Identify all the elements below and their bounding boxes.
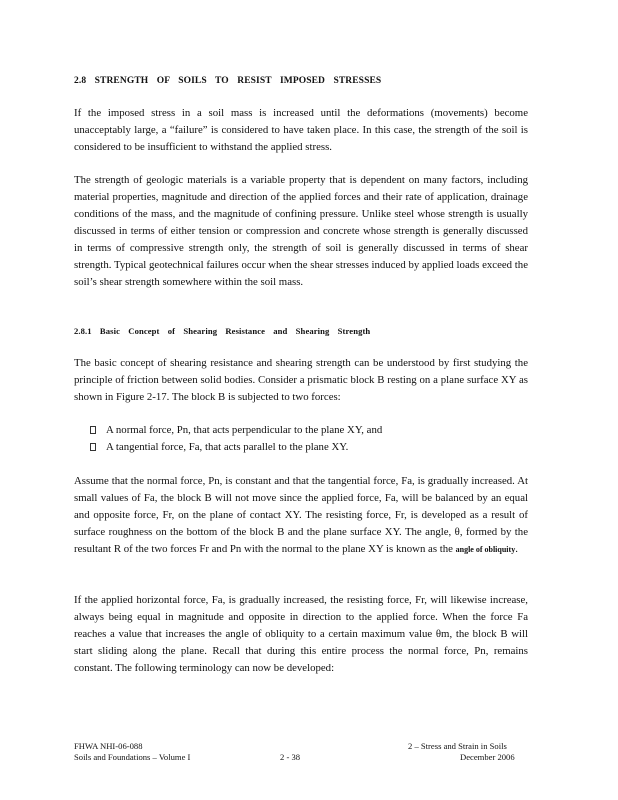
subsection-paragraph-2	[74, 473, 528, 558]
subsection-paragraph-1: The basic concept of shearing resistance and shearing strength can be understood by first studying the principle of friction between solid bodies. Consider a prismatic block B resting on a plane surface XY as shown in Figure 2-17. The block B is subjected to two forces:	[74, 357, 528, 403]
footer-volume-title: Soils and Foundations – Volume I	[74, 752, 191, 762]
list-item-text: A tangential force, Fa, that acts parallel to the plane XY.	[106, 441, 349, 453]
footer-left	[74, 741, 190, 763]
footer-report-number: FHWA NHI-06-088	[74, 741, 143, 751]
page-number: 2 - 38	[280, 752, 301, 762]
section-paragraph-2: The strength of geologic materials is a variable property that is dependent on many factors, including material properties, magnitude and direction of the applied forces and their rate of application, drainage conditions of the mass, and the magnitude of confining pressure. Unlike steel whose strength is usually discussed in terms of either tension or compression and concrete whose strength is generally discussed in terms of compressive strength only, the strength of soil is generally discussed in terms of shear strength. Typical geotechnical failures occur when the shear stresses induced by applied loads exceed the soil’s shear strength somewhere within the soil mass.	[74, 174, 528, 288]
bullet-icon	[90, 426, 96, 434]
footer-right	[408, 741, 515, 763]
footer-date: December 2006	[460, 752, 515, 762]
section-paragraph-1: If the imposed stress in a soil mass is increased until the deformations (movements) become unacceptably large, a “failure” is considered to have taken place. In this case, the strength of the soil is considered to be insufficient to withstand the applied stress.	[74, 107, 528, 153]
footer-chapter-title: 2 – Stress and Strain in Soils	[408, 741, 507, 751]
paragraph-end: .	[515, 543, 518, 555]
bullet-icon	[90, 443, 96, 451]
list-item	[90, 439, 520, 456]
subsection-heading: 2.8.1 Basic Concept of Shearing Resistance and Shearing Strength	[74, 326, 371, 336]
force-list	[90, 422, 520, 456]
list-item-text: A normal force, Pn, that acts perpendicular to the plane XY, and	[106, 424, 383, 436]
paragraph-text: Assume that the normal force, Pn, is constant and that the tangential force, Fa, is gradually increased. At small values of Fa, the block B will not move since the applied force, Fa, will be balanced by an equal and opposite force, Fr, on the plane of contact XY. The resisting force, Fr, is developed as a result of surface roughness on the bottom of the block B and the plane surface XY. The angle, θ, formed by the resultant R of the two forces Fr and Pn with the normal to the plane XY is known as the	[74, 475, 528, 555]
list-item	[90, 422, 520, 439]
angle-of-obliquity-term: angle of obliquity	[455, 545, 516, 554]
section-heading: 2.8 STRENGTH OF SOILS TO RESIST IMPOSED STRESSES	[74, 76, 382, 86]
subsection-paragraph-3: If the applied horizontal force, Fa, is gradually increased, the resisting force, Fr, will likewise increase, always being equal in magnitude and opposite in direction to the applied force. When the force Fa reaches a value that increases the angle of obliquity to a certain maximum value θm, the block B will start sliding along the plane. Recall that during this entire process the normal force, Pn, remains constant. The following terminology can now be developed:	[74, 594, 528, 674]
